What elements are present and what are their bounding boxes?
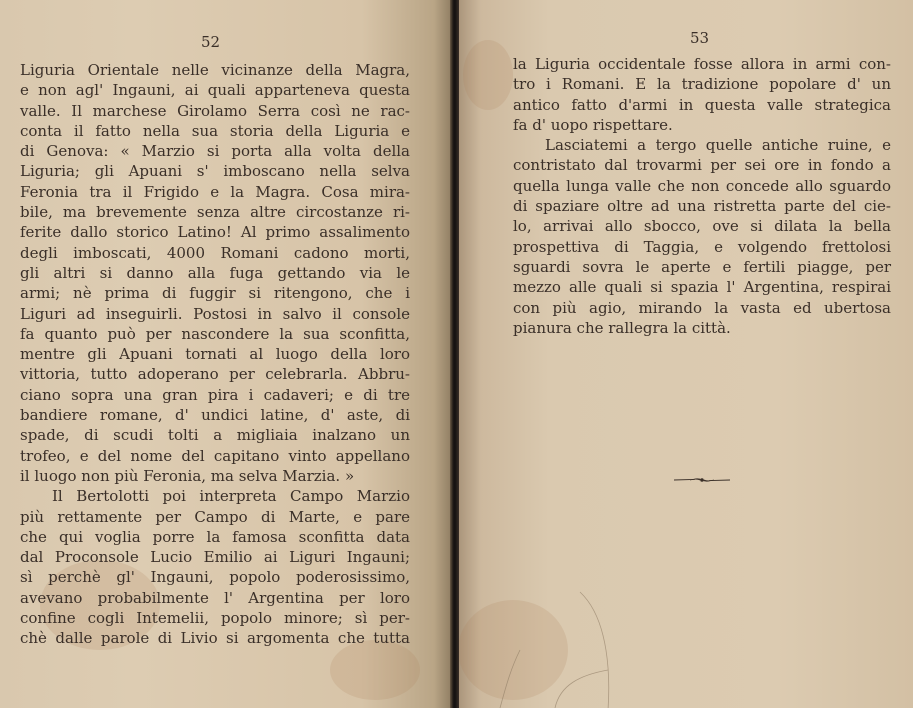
text-line: sì perchè gl' Ingauni, popolo poderosissimo, <box>20 568 410 587</box>
text-line: Il Bertolotti poi interpreta Campo Marzio <box>52 487 410 506</box>
text-line: Liguria Orientale nelle vicinanze della Magra, <box>20 61 410 79</box>
text-line: degli imboscati, 4000 Romani cadono morti, <box>20 243 410 262</box>
text-line: di Genova: « Marzio si porta alla volta della <box>20 142 410 161</box>
text-line: la Liguria occidentale fosse allora in armi con- <box>513 55 891 73</box>
text-line: Lasciatemi a tergo quelle antiche ruine, e <box>545 136 891 155</box>
text-line: mezzo alle quali si spazia l' Argentina, respirai <box>513 278 891 297</box>
text-line: prospettiva di Taggia, e volgendo frettolosi <box>513 237 891 256</box>
text-line: fa quanto può per nascondere la sua sconfitta, <box>20 324 410 343</box>
text-line: contristato dal trovarmi per sei ore in fondo a <box>513 156 891 175</box>
text-line: spade, di scudi tolti a migliaia inalzano un <box>20 426 410 445</box>
text-line: di spaziare oltre ad una ristretta parte del cie- <box>513 197 891 216</box>
text-line: e non agl' Ingauni, ai quali apparteneva questa <box>20 81 410 100</box>
text-line: più rettamente per Campo di Marte, e pare <box>20 507 410 526</box>
text-line: valle. Il marchese Girolamo Serra così ne rac- <box>20 101 410 120</box>
text-line: il luogo non più Feronia, ma selva Marzia. » <box>20 466 355 485</box>
text-line: confine cogli Intemelii, popolo minore; sì per- <box>20 609 410 628</box>
page-number-left: 52 <box>201 33 221 51</box>
paper-stain <box>463 40 513 110</box>
text-line: bandiere romane, d' undici latine, d' aste, di <box>20 406 410 425</box>
text-line: sguardi sovra le aperte e fertili piagge, per <box>513 257 891 276</box>
text-line: chè dalle parole di Livio si argomenta che tutta <box>20 629 410 648</box>
text-line: conta il fatto nella sua storia della Liguria e <box>20 121 410 140</box>
text-line: antico fatto d'armi in questa valle strategica <box>513 95 891 114</box>
text-line: dal Proconsole Lucio Emilio ai Liguri Ingauni; <box>20 548 410 567</box>
text-line: mentre gli Apuani tornati al luogo della loro <box>20 345 410 364</box>
right-page-text <box>513 54 891 338</box>
text-line: trofeo, e del nome del capitano vinto appellano <box>20 446 410 465</box>
text-line: Liguri ad inseguirli. Postosi in salvo il console <box>20 304 410 323</box>
text-line: tro i Romani. E la tradizione popolare d' un <box>513 75 891 94</box>
text-line: pianura che rallegra la città. <box>513 318 731 337</box>
text-line: lo, arrivai allo sbocco, ove si dilata la bella <box>513 217 891 236</box>
book-gutter <box>450 0 459 708</box>
text-line: ciano sopra una gran pira i cadaveri; e di tre <box>20 385 410 404</box>
text-line: Feronia tra il Frigido e la Magra. Cosa mira- <box>20 182 410 201</box>
paper-crease <box>460 590 620 708</box>
text-line: bile, ma brevemente senza altre circostanze ri- <box>20 203 410 222</box>
text-line: gli altri si danno alla fuga gettando via le <box>20 263 410 282</box>
section-ornament-icon <box>672 476 732 484</box>
text-line: ferite dallo storico Latino! Al primo assalimento <box>20 223 410 242</box>
text-line: che qui voglia porre la famosa sconfitta data <box>20 527 410 546</box>
left-page-text <box>20 60 410 649</box>
text-line: vittoria, tutto adoperano per celebrarla. Abbru- <box>20 365 410 384</box>
text-line: avevano probabilmente l' Argentina per loro <box>20 588 410 607</box>
paper-stain <box>330 640 420 700</box>
text-line: Liguria; gli Apuani s' imboscano nella selva <box>20 162 410 181</box>
text-line: fa d' uopo rispettare. <box>513 115 673 134</box>
page-number-right: 53 <box>690 29 710 47</box>
text-line: quella lunga valle che non concede allo sguardo <box>513 176 891 195</box>
text-line: con più agio, mirando la vasta ed ubertosa <box>513 298 891 317</box>
text-line: armi; nè prima di fuggir si ritengono, che i <box>20 284 410 303</box>
